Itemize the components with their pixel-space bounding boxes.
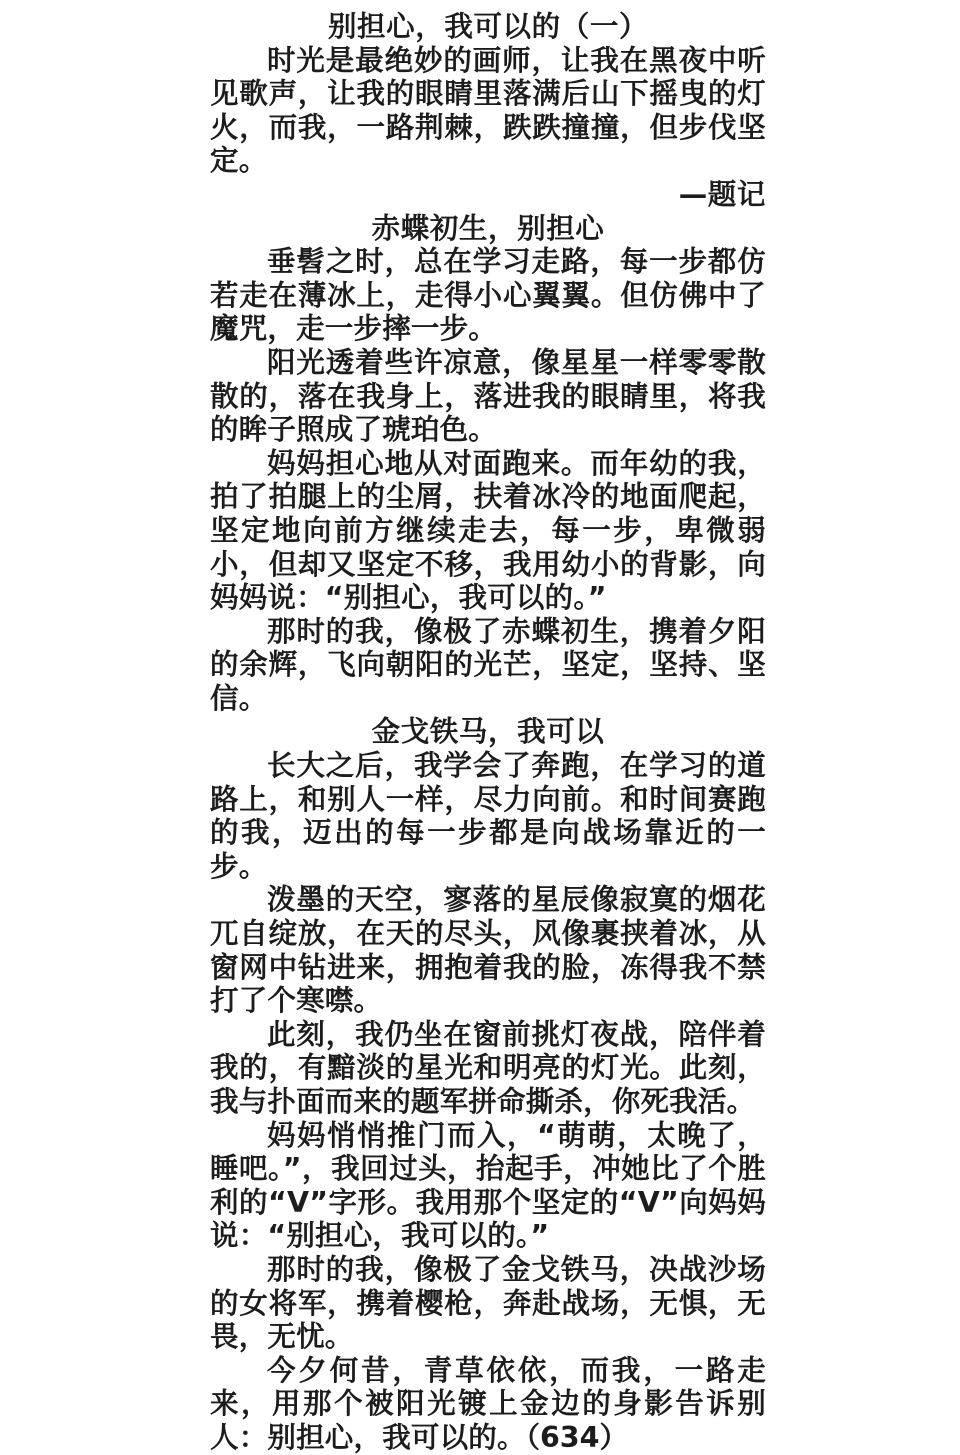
paragraph: 阳光透着些许凉意，像星星一样零零散散的，落在我身上，落进我的眼睛里，将我的眸子照成了琥珀色。 [210, 345, 766, 447]
paragraph: 妈妈悄悄推门而入，“萌萌，太晚了，睡吧。”，我回过头，抬起手，冲她比了个胜利的“V”字形。我用那个坚定的“V”向妈妈说：“别担心，我可以的。” [210, 1118, 766, 1253]
epigraph-attribution: —题记 [678, 177, 766, 211]
closing-text: 今夕何昔，青草依依，而我，一路走来，用那个被阳光镀上金边的身影告诉别人：别担心，我可以的。 [210, 1353, 766, 1454]
paragraph: 泼墨的天空，寥落的星辰像寂寞的烟花兀自绽放，在天的尽头，风像裹挟着冰，从窗网中钻进来，拥抱着我的脸，冻得我不禁打了个寒噤。 [210, 883, 766, 1018]
page-title: 别担心，我可以的（一） [327, 10, 649, 43]
paragraph: 妈妈担心地从对面跑来。而年幼的我，拍了拍腿上的尘屑，扶着冰冷的地面爬起，坚定地向前方继续走去，每一步，卑微弱小，但却又坚定不移，我用幼小的背影，向妈妈说：“别担心，我可以的。” [210, 446, 766, 615]
paragraph: 此刻，我仍坐在窗前挑灯夜战，陪伴着我的，有黯淡的星光和明亮的灯光。此刻，我与扑面而来的题军拼命撕杀，你死我活。 [210, 1017, 766, 1118]
section-heading-1: 赤蝶初生，别担心 [371, 211, 605, 245]
paragraph: 那时的我，像极了金戈铁马，决战沙场的女将军，携着樱枪，奔赴战场，无惧，无畏，无忧。 [210, 1252, 766, 1354]
section-heading-2: 金戈铁马，我可以 [371, 715, 605, 749]
paragraph: 长大之后，我学会了奔跑，在学习的道路上，和别人一样，尽力向前。和时间赛跑的我，迈出的每一步都是向战场靠近的一步。 [210, 749, 766, 883]
paragraph: 那时的我，像极了赤蝶初生，携着夕阳的余辉，飞向朝阳的光芒，坚定，坚持、坚信。 [210, 614, 766, 715]
word-count: （634） [525, 1420, 628, 1454]
closing-paragraph [210, 1354, 766, 1455]
paragraph: 垂髫之时，总在学习走路，每一步都仿若走在薄冰上，走得小心翼翼。但仿佛中了魔咒，走一步摔一步。 [210, 245, 766, 346]
epigraph-text: 时光是最绝妙的画师，让我在黑夜中听见歌声，让我的眼睛里落满后山下摇曳的灯火，而我，一路荆棘，跌跌撞撞，但步伐坚定。 [210, 43, 766, 178]
